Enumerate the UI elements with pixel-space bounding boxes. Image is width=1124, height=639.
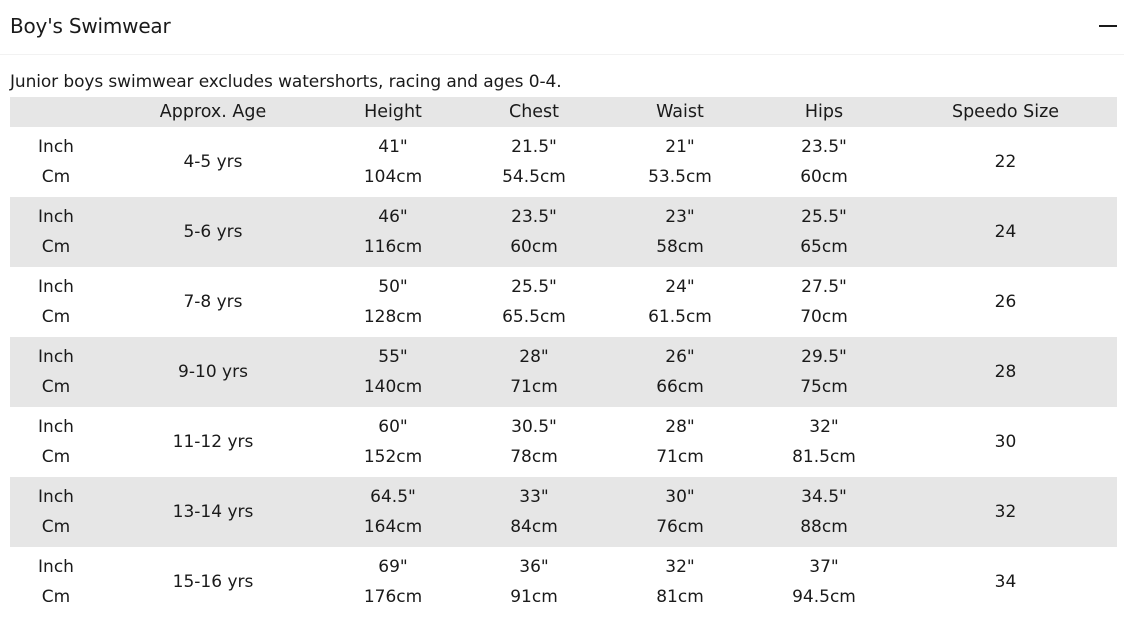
waist-cm-value: 66cm <box>656 377 704 397</box>
waist-inch-value: 21" <box>665 137 695 157</box>
chest-inch-value: 30.5" <box>511 417 557 437</box>
hips-cm-value: 81.5cm <box>792 447 856 467</box>
hips-inch-value: 37" <box>809 557 839 577</box>
hips-cell <box>754 197 894 267</box>
height-cell <box>324 477 462 547</box>
chest-inch-value: 36" <box>519 557 549 577</box>
table-row <box>10 477 1117 547</box>
waist-inch-value: 32" <box>665 557 695 577</box>
hips-inch-value: 34.5" <box>801 487 847 507</box>
accordion-header-boys-swimwear[interactable] <box>10 0 1118 54</box>
unit-labels-cell <box>10 197 102 267</box>
unit-label-inch: Inch <box>38 347 74 367</box>
hips-cm-value: 94.5cm <box>792 587 856 607</box>
age-cell: 13-14 yrs <box>102 477 324 547</box>
hips-inch-value: 29.5" <box>801 347 847 367</box>
chest-inch-value: 33" <box>519 487 549 507</box>
unit-label-cm: Cm <box>41 517 71 537</box>
hips-cm-value: 70cm <box>800 307 848 327</box>
unit-labels-cell <box>10 127 102 197</box>
hips-inch-value: 32" <box>809 417 839 437</box>
section-note: Junior boys swimwear excludes watershorts, racing and ages 0-4. <box>10 72 562 92</box>
size-chart-table <box>10 97 1117 617</box>
chest-cm-value: 84cm <box>510 517 558 537</box>
hips-cm-value: 75cm <box>800 377 848 397</box>
hips-cell <box>754 337 894 407</box>
table-row <box>10 267 1117 337</box>
age-cell: 9-10 yrs <box>102 337 324 407</box>
waist-inch-value: 28" <box>665 417 695 437</box>
height-inch-value: 50" <box>378 277 408 297</box>
table-row <box>10 197 1117 267</box>
age-cell: 5-6 yrs <box>102 197 324 267</box>
hips-cm-value: 88cm <box>800 517 848 537</box>
height-inch-value: 41" <box>378 137 408 157</box>
height-inch-value: 69" <box>378 557 408 577</box>
chest-cm-value: 54.5cm <box>502 167 566 187</box>
chest-cell <box>462 407 606 477</box>
unit-label-inch: Inch <box>38 207 74 227</box>
table-row <box>10 127 1117 197</box>
unit-label-cm: Cm <box>41 167 71 187</box>
unit-labels-cell <box>10 547 102 617</box>
waist-cell <box>606 267 754 337</box>
waist-cell <box>606 337 754 407</box>
waist-cm-value: 61.5cm <box>648 307 712 327</box>
table-row <box>10 547 1117 617</box>
column-header-hips: Hips <box>754 97 894 127</box>
chest-inch-value: 21.5" <box>511 137 557 157</box>
unit-label-cm: Cm <box>41 447 71 467</box>
height-cm-value: 176cm <box>363 587 423 607</box>
age-cell: 4-5 yrs <box>183 152 243 172</box>
chest-cm-value: 60cm <box>510 237 558 257</box>
height-inch-value: 46" <box>378 207 408 227</box>
height-inch-value: 55" <box>378 347 408 367</box>
hips-cell <box>754 547 894 617</box>
height-cm-value: 152cm <box>363 447 423 467</box>
waist-inch-value: 23" <box>665 207 695 227</box>
hips-cm-value: 60cm <box>800 167 848 187</box>
height-cm-value: 140cm <box>363 377 423 397</box>
waist-cm-value: 81cm <box>656 587 704 607</box>
unit-labels-cell <box>10 477 102 547</box>
speedo-size-cell: 30 <box>994 432 1017 452</box>
column-header-chest: Chest <box>462 97 606 127</box>
chest-cm-value: 91cm <box>510 587 558 607</box>
chest-cell <box>462 127 606 197</box>
height-cell <box>324 547 462 617</box>
table-header-row <box>10 97 1117 127</box>
age-cell: 7-8 yrs <box>183 292 243 312</box>
unit-labels-cell <box>10 337 102 407</box>
speedo-size-cell: 22 <box>994 152 1017 172</box>
unit-labels-cell <box>10 267 102 337</box>
chest-cell <box>462 547 606 617</box>
unit-label-inch: Inch <box>38 137 74 157</box>
table-row <box>10 337 1117 407</box>
waist-cell <box>606 127 754 197</box>
hips-cell <box>754 407 894 477</box>
speedo-size-cell: 32 <box>894 477 1117 547</box>
column-header-unit <box>10 97 102 127</box>
hips-cell <box>754 477 894 547</box>
waist-cm-value: 76cm <box>656 517 704 537</box>
hips-cell <box>754 127 894 197</box>
height-cm-value: 116cm <box>363 237 423 257</box>
hips-inch-value: 27.5" <box>801 277 847 297</box>
unit-label-cm: Cm <box>41 587 71 607</box>
unit-label-cm: Cm <box>41 377 71 397</box>
chest-inch-value: 25.5" <box>511 277 557 297</box>
section-title: Boy's Swimwear <box>10 13 171 38</box>
waist-cell <box>606 477 754 547</box>
minus-icon[interactable] <box>1099 17 1117 35</box>
speedo-size-cell: 24 <box>894 197 1117 267</box>
waist-cm-value: 71cm <box>656 447 704 467</box>
chest-cell <box>462 197 606 267</box>
height-cell <box>324 197 462 267</box>
table-row <box>10 407 1117 477</box>
waist-cm-value: 58cm <box>656 237 704 257</box>
waist-cm-value: 53.5cm <box>648 167 712 187</box>
waist-cell <box>606 547 754 617</box>
waist-cell <box>606 407 754 477</box>
unit-labels-cell <box>10 407 102 477</box>
height-cell <box>324 267 462 337</box>
chest-cell <box>462 337 606 407</box>
speedo-size-cell: 26 <box>994 292 1017 312</box>
height-cell <box>324 337 462 407</box>
height-cell <box>324 407 462 477</box>
unit-label-cm: Cm <box>41 307 71 327</box>
hips-cm-value: 65cm <box>800 237 848 257</box>
unit-label-cm: Cm <box>41 237 71 257</box>
chest-inch-value: 23.5" <box>511 207 557 227</box>
unit-label-inch: Inch <box>38 417 74 437</box>
age-cell: 11-12 yrs <box>172 432 254 452</box>
waist-inch-value: 24" <box>665 277 695 297</box>
waist-inch-value: 26" <box>665 347 695 367</box>
unit-label-inch: Inch <box>38 487 74 507</box>
unit-label-inch: Inch <box>38 277 74 297</box>
speedo-size-cell: 34 <box>994 572 1017 592</box>
chest-cell <box>462 477 606 547</box>
age-cell: 15-16 yrs <box>172 572 254 592</box>
chest-cm-value: 71cm <box>510 377 558 397</box>
waist-inch-value: 30" <box>665 487 695 507</box>
column-header-height: Height <box>324 97 462 127</box>
hips-inch-value: 25.5" <box>801 207 847 227</box>
chest-cell <box>462 267 606 337</box>
column-header-waist: Waist <box>606 97 754 127</box>
height-inch-value: 64.5" <box>370 487 416 507</box>
hips-cell <box>754 267 894 337</box>
height-cm-value: 128cm <box>363 307 423 327</box>
height-cm-value: 164cm <box>363 517 423 537</box>
chest-inch-value: 28" <box>519 347 549 367</box>
chest-cm-value: 78cm <box>510 447 558 467</box>
speedo-size-cell: 28 <box>894 337 1117 407</box>
height-cm-value: 104cm <box>363 167 423 187</box>
column-header-age: Approx. Age <box>102 97 324 127</box>
column-header-speedo-size: Speedo Size <box>894 97 1117 127</box>
height-inch-value: 60" <box>378 417 408 437</box>
unit-label-inch: Inch <box>38 557 74 577</box>
height-cell <box>324 127 462 197</box>
waist-cell <box>606 197 754 267</box>
divider <box>0 54 1124 55</box>
chest-cm-value: 65.5cm <box>502 307 566 327</box>
hips-inch-value: 23.5" <box>801 137 847 157</box>
